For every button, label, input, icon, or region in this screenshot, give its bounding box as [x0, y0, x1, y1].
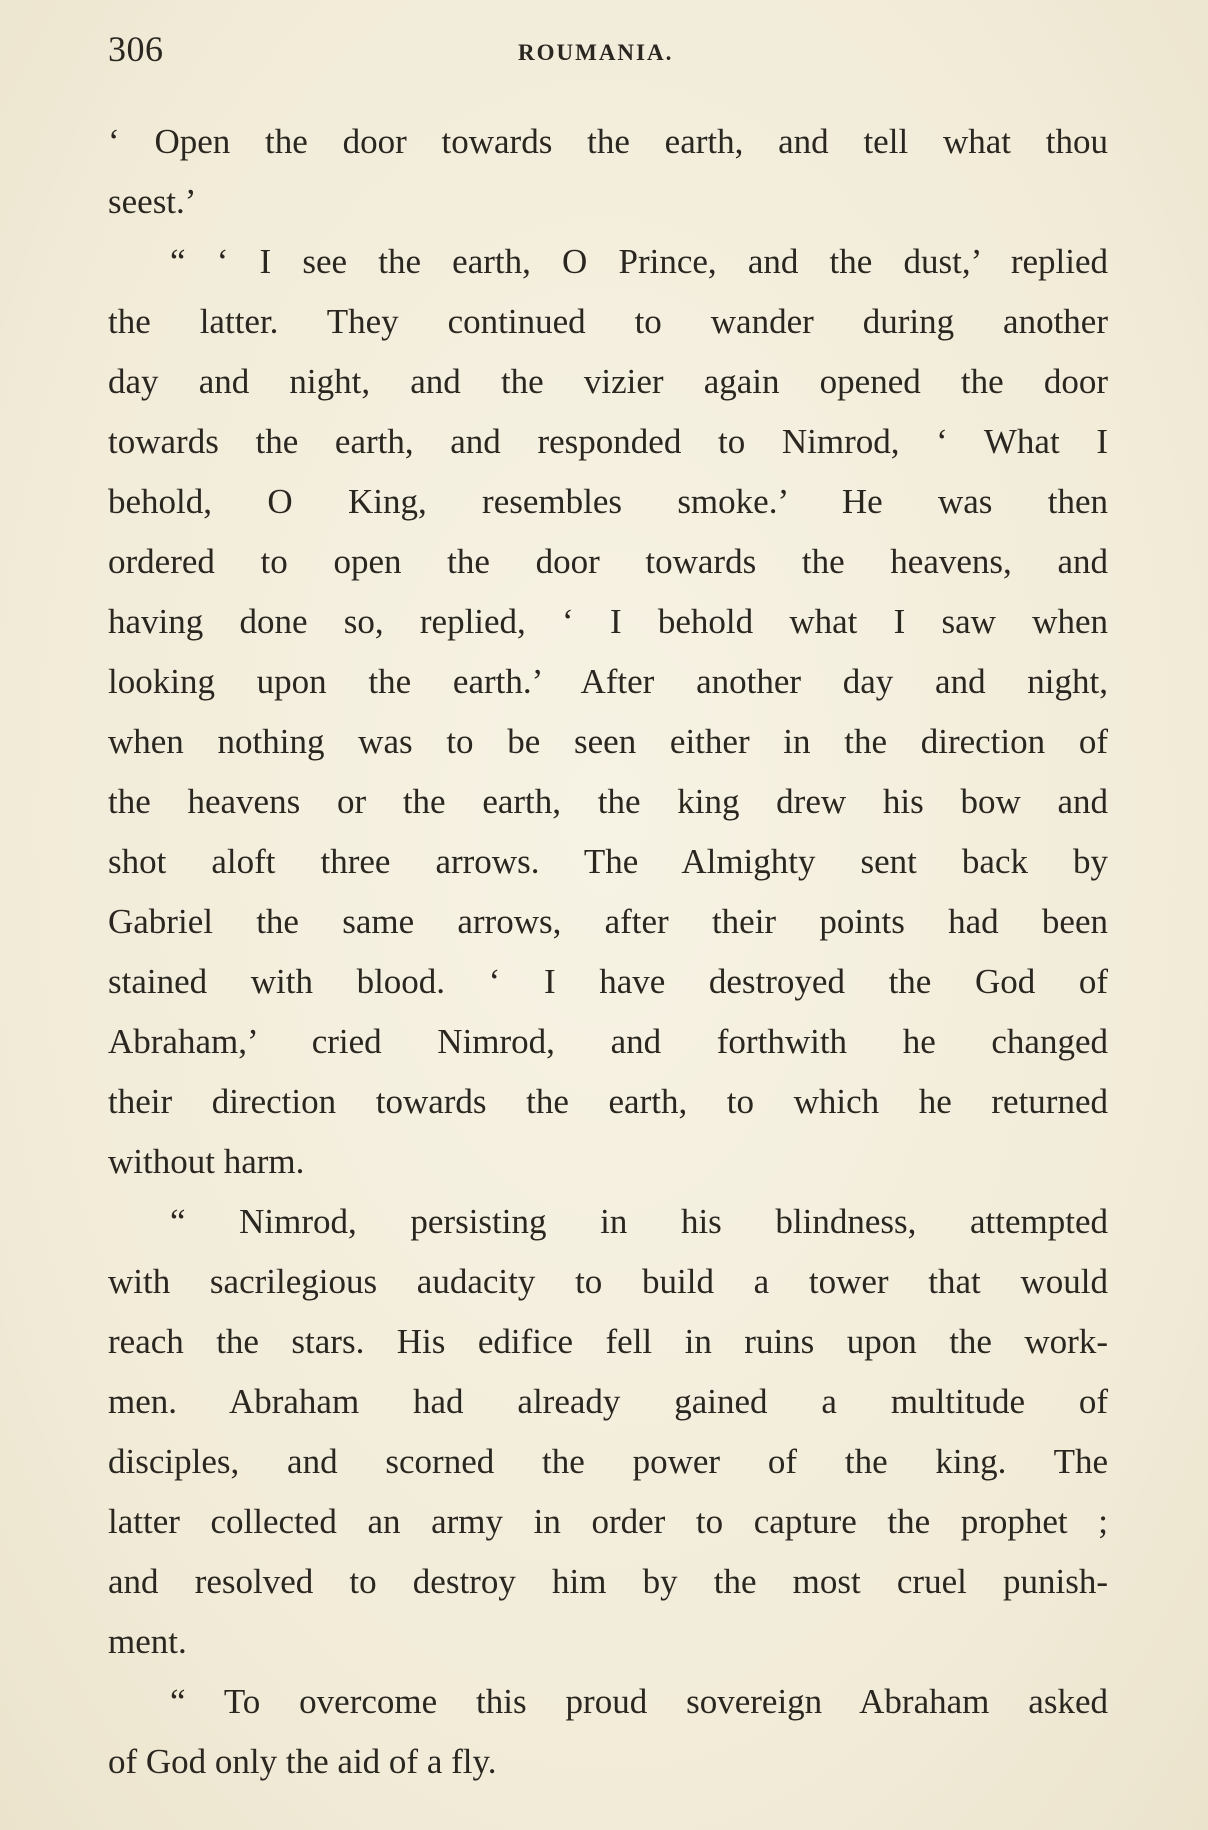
- text-line: ‘ Open the door towards the earth, and tell what thou: [108, 122, 1108, 161]
- text-line: Gabriel the same arrows, after their points had been: [108, 902, 1108, 941]
- text-line: ment.: [108, 1622, 187, 1661]
- text-line: their direction towards the earth, to which he returned: [108, 1082, 1108, 1121]
- text-line: behold, O King, resembles smoke.’ He was then: [108, 482, 1108, 521]
- body-text: [108, 112, 1108, 1792]
- text-line: “ Nimrod, persisting in his blindness, attempted: [170, 1202, 1108, 1241]
- text-line: disciples, and scorned the power of the king. The: [108, 1442, 1108, 1481]
- text-line: having done so, replied, ‘ I behold what I saw when: [108, 602, 1108, 641]
- text-line: men. Abraham had already gained a multitude of: [108, 1382, 1108, 1421]
- text-line: of God only the aid of a fly.: [108, 1742, 497, 1781]
- page-header: [108, 28, 1108, 78]
- text-line: with sacrilegious audacity to build a tower that would: [108, 1262, 1108, 1301]
- text-line: day and night, and the vizier again opened the door: [108, 362, 1108, 401]
- text-line: “ To overcome this proud sovereign Abraham asked: [170, 1682, 1108, 1721]
- page-number: 306: [108, 29, 164, 69]
- text-line: reach the stars. His edifice fell in ruins upon the work-: [108, 1322, 1108, 1361]
- text-line: the heavens or the earth, the king drew his bow and: [108, 782, 1108, 821]
- text-line: latter collected an army in order to capture the prophet ;: [108, 1502, 1108, 1541]
- text-line: “ ‘ I see the earth, O Prince, and the dust,’ replied: [170, 242, 1108, 281]
- text-line: ordered to open the door towards the heavens, and: [108, 542, 1108, 581]
- text-line: without harm.: [108, 1142, 305, 1181]
- text-line: seest.’: [108, 182, 197, 221]
- text-line: the latter. They continued to wander during another: [108, 302, 1108, 341]
- running-head: ROUMANIA.: [518, 40, 674, 65]
- text-line: and resolved to destroy him by the most cruel punish-: [108, 1562, 1108, 1601]
- text-line: looking upon the earth.’ After another day and night,: [108, 662, 1108, 701]
- text-line: stained with blood. ‘ I have destroyed the God of: [108, 962, 1108, 1001]
- text-line: shot aloft three arrows. The Almighty sent back by: [108, 842, 1108, 881]
- text-line: towards the earth, and responded to Nimrod, ‘ What I: [108, 422, 1108, 461]
- text-line: when nothing was to be seen either in the direction of: [108, 722, 1108, 761]
- text-line: Abraham,’ cried Nimrod, and forthwith he changed: [108, 1022, 1108, 1061]
